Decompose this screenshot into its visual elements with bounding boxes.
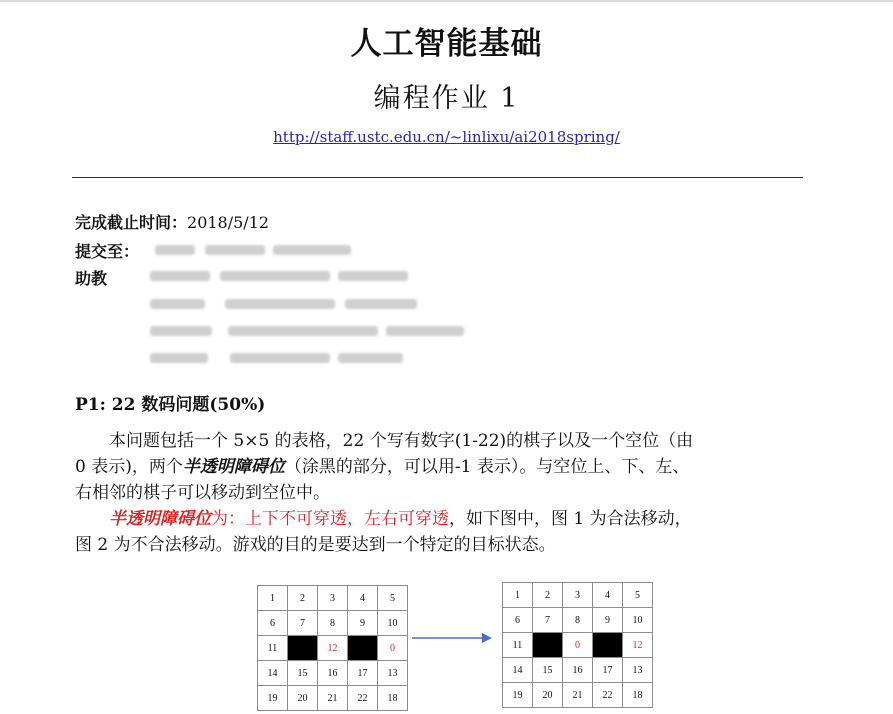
desc-line-3: 右相邻的棋子可以移动到空位中。 bbox=[75, 483, 330, 503]
grid-cell: 14 bbox=[258, 661, 288, 686]
grid-cell: 2 bbox=[288, 586, 318, 611]
grid-cell: 9 bbox=[593, 608, 623, 633]
grid-cell: 18 bbox=[378, 686, 408, 711]
grid-cell: 20 bbox=[533, 683, 563, 708]
document-title: 人工智能基础 bbox=[350, 26, 543, 62]
redacted-email bbox=[155, 242, 355, 258]
grid-cell: 18 bbox=[623, 683, 653, 708]
grid-cell: 1 bbox=[258, 586, 288, 611]
grid-cell: 0 bbox=[563, 633, 593, 658]
ta-line bbox=[75, 266, 107, 289]
grid-cell: 1 bbox=[503, 583, 533, 608]
grid-cell: 6 bbox=[258, 611, 288, 636]
grid-cell: 17 bbox=[593, 658, 623, 683]
grid-cell: 0 bbox=[378, 636, 408, 661]
ta-label: 助教 bbox=[75, 269, 108, 288]
grid-row bbox=[258, 586, 408, 611]
header-divider bbox=[72, 177, 803, 178]
grid-cell: 3 bbox=[563, 583, 593, 608]
desc-line-2 bbox=[75, 454, 805, 480]
grid-cell: 19 bbox=[258, 686, 288, 711]
redacted-ta-3 bbox=[150, 323, 465, 339]
grid-cell: 19 bbox=[503, 683, 533, 708]
barrier-cell bbox=[593, 633, 623, 658]
grid-cell: 21 bbox=[563, 683, 593, 708]
desc-term-barrier: 半透明障碍位 bbox=[182, 457, 285, 477]
grid-cell: 15 bbox=[288, 661, 318, 686]
barrier-cell bbox=[533, 633, 563, 658]
redacted-ta-1 bbox=[150, 268, 410, 284]
desc-line-1: 本问题包括一个 5×5 的表格，22 个写有数字(1-22)的棋子以及一个空位（由 bbox=[109, 431, 694, 451]
redacted-ta-4 bbox=[150, 350, 405, 366]
grid-cell: 16 bbox=[318, 661, 348, 686]
grid-cell: 7 bbox=[288, 611, 318, 636]
grid-row bbox=[503, 633, 653, 658]
grid-cell: 10 bbox=[378, 611, 408, 636]
grid-cell: 2 bbox=[533, 583, 563, 608]
grid-cell: 22 bbox=[348, 686, 378, 711]
desc-line-2-a: 0 表示)，两个 bbox=[75, 457, 183, 477]
grid-cell: 3 bbox=[318, 586, 348, 611]
rule-term-barrier: 半透明障碍位 bbox=[109, 509, 211, 529]
grid-row bbox=[258, 661, 408, 686]
page-top-edge bbox=[0, 0, 893, 2]
barrier-cell bbox=[348, 636, 378, 661]
redacted-ta-2 bbox=[150, 296, 420, 312]
section-heading: P1: 22 数码问题(50%) bbox=[75, 395, 266, 415]
deadline-value: 2018/5/12 bbox=[187, 213, 270, 232]
grid-cell: 16 bbox=[563, 658, 593, 683]
grid-cell: 8 bbox=[318, 611, 348, 636]
submit-label: 提交至： bbox=[75, 242, 140, 261]
desc-line-4 bbox=[75, 506, 805, 532]
document-subtitle: 编程作业 1 bbox=[373, 83, 520, 114]
deadline-line bbox=[75, 210, 269, 233]
grid-cell: 14 bbox=[503, 658, 533, 683]
grid-cell: 13 bbox=[378, 661, 408, 686]
grid-cell: 12 bbox=[623, 633, 653, 658]
grid-cell: 7 bbox=[533, 608, 563, 633]
grid-cell: 11 bbox=[258, 636, 288, 661]
grid-row bbox=[503, 583, 653, 608]
grid-cell: 22 bbox=[593, 683, 623, 708]
grid-cell: 5 bbox=[623, 583, 653, 608]
desc-line-2-b: （涂黑的部分，可以用-1 表示）。与空位上、下、左、 bbox=[284, 457, 690, 477]
grid-cell: 13 bbox=[623, 658, 653, 683]
grid-row bbox=[258, 611, 408, 636]
grid-row bbox=[258, 686, 408, 711]
grid-cell: 21 bbox=[318, 686, 348, 711]
grid-cell: 6 bbox=[503, 608, 533, 633]
grid-cell: 4 bbox=[348, 586, 378, 611]
grid-row bbox=[503, 608, 653, 633]
figure-2-grid bbox=[502, 582, 653, 708]
rule-text: 为：上下不可穿透，左右可穿透 bbox=[211, 509, 449, 529]
rule-rest: ，如下图中，图 1 为合法移动， bbox=[449, 509, 692, 529]
grid-row bbox=[503, 658, 653, 683]
grid-cell: 4 bbox=[593, 583, 623, 608]
grid-cell: 9 bbox=[348, 611, 378, 636]
grid-cell: 12 bbox=[318, 636, 348, 661]
grid-row bbox=[503, 683, 653, 708]
barrier-cell bbox=[288, 636, 318, 661]
grid-cell: 5 bbox=[378, 586, 408, 611]
deadline-label: 完成截止时间： bbox=[75, 213, 188, 232]
grid-cell: 11 bbox=[503, 633, 533, 658]
grid-cell: 10 bbox=[623, 608, 653, 633]
figure-1-grid bbox=[257, 585, 408, 711]
grid-cell: 8 bbox=[563, 608, 593, 633]
course-link[interactable]: http://staff.ustc.edu.cn/~linlixu/ai2018spring/ bbox=[273, 128, 620, 146]
grid-cell: 17 bbox=[348, 661, 378, 686]
problem-description bbox=[75, 428, 805, 558]
arrow-icon bbox=[410, 630, 494, 646]
grid-cell: 20 bbox=[288, 686, 318, 711]
grid-cell: 15 bbox=[533, 658, 563, 683]
desc-line-5: 图 2 为不合法移动。游戏的目的是要达到一个特定的目标状态。 bbox=[75, 535, 556, 555]
grid-row bbox=[258, 636, 408, 661]
submit-line bbox=[75, 239, 139, 262]
